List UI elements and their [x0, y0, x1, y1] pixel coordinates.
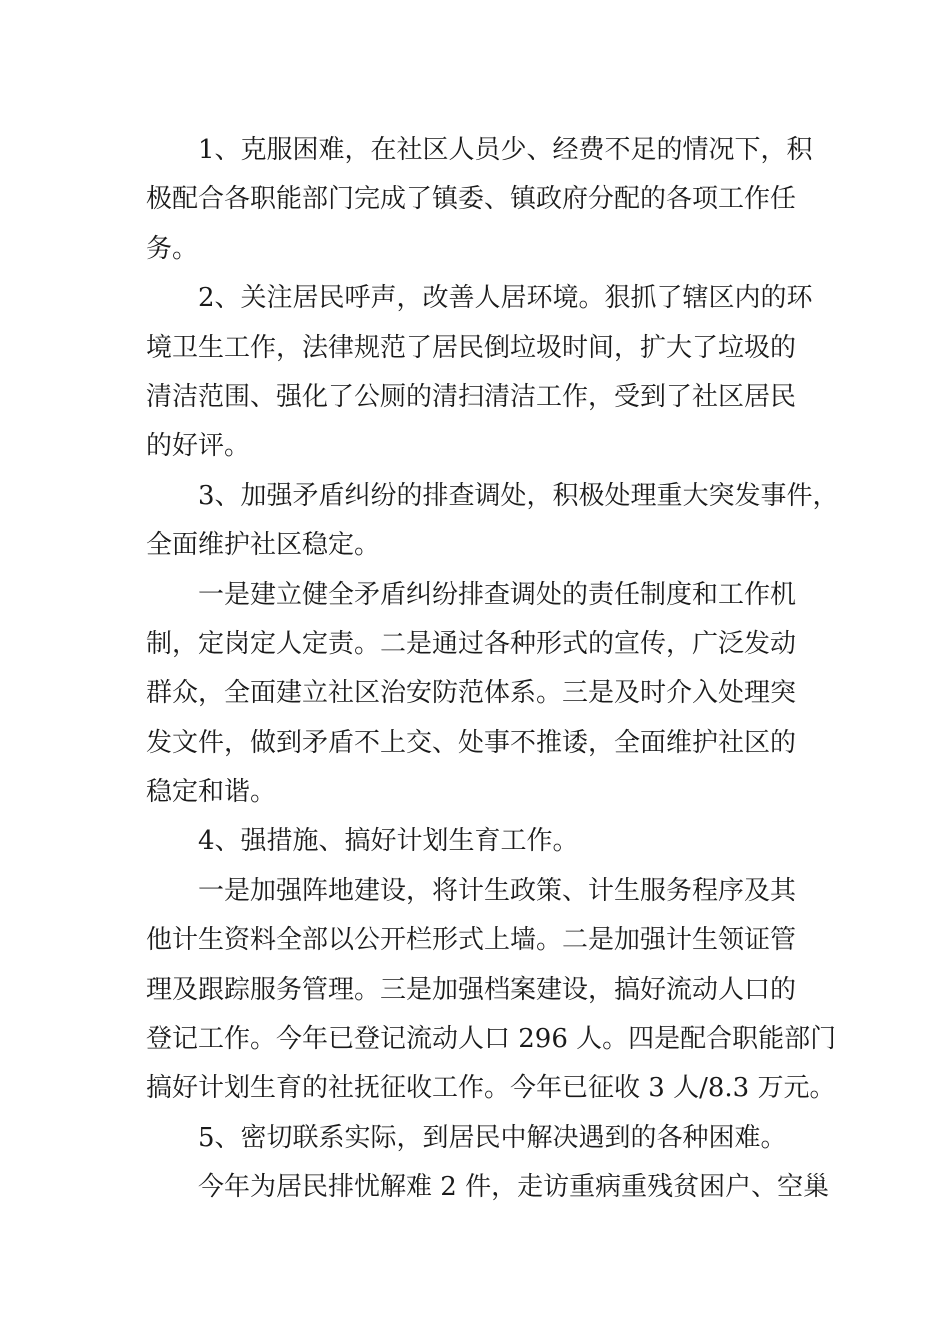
paragraph-4-line-2: 制，定岗定人定责。二是通过各种形式的宣传，广泛发动	[146, 628, 797, 659]
paragraph-4-line-5: 稳定和谐。	[146, 777, 277, 808]
paragraph-8-line-1: 今年为居民排忧解难 2 件，走访重病重残贫困户、空巢	[198, 1172, 830, 1203]
paragraph-1-line-2: 极配合各职能部门完成了镇委、镇政府分配的各项工作任	[146, 184, 797, 215]
paragraph-6-line-3: 理及跟踪服务管理。三是加强档案建设，搞好流动人口的	[146, 974, 797, 1005]
paragraph-3-line-1: 3、加强矛盾纠纷的排查调处，积极处理重大突发事件，	[198, 480, 839, 511]
document-body	[146, 126, 839, 1213]
paragraph-5-line-1: 4、强措施、搞好计划生育工作。	[198, 826, 579, 857]
paragraph-6-line-1: 一是加强阵地建设，将计生政策、计生服务程序及其	[198, 875, 797, 906]
paragraph-4-line-3: 群众，全面建立社区治安防范体系。三是及时介入处理突	[146, 678, 797, 709]
paragraph-4-line-1: 一是建立健全矛盾纠纷排查调处的责任制度和工作机	[198, 579, 797, 610]
paragraph-1-line-1: 1、克服困难，在社区人员少、经费不足的情况下，积	[198, 135, 813, 165]
paragraph-6-line-4: 登记工作。今年已登记流动人口 296 人。四是配合职能部门	[146, 1024, 837, 1055]
paragraph-2-line-1: 2、关注居民呼声，改善人居环境。狠抓了辖区内的环	[198, 283, 813, 314]
paragraph-6-line-5: 搞好计划生育的社抚征收工作。今年已征收 3 人/8.3 万元。	[146, 1073, 836, 1104]
paragraph-2-line-2: 境卫生工作，法律规范了居民倒垃圾时间，扩大了垃圾的	[146, 332, 797, 363]
paragraph-6-line-2: 他计生资料全部以公开栏形式上墙。二是加强计生领证管	[146, 925, 797, 956]
paragraph-4-line-4: 发文件，做到矛盾不上交、处事不推诿，全面维护社区的	[146, 727, 797, 758]
paragraph-1-line-3: 务。	[146, 233, 199, 264]
paragraph-2-line-3: 清洁范围、强化了公厕的清扫清洁工作，受到了社区居民	[146, 381, 797, 412]
paragraph-3-line-2: 全面维护社区稳定。	[146, 530, 381, 561]
paragraph-7-line-1: 5、密切联系实际，到居民中解决遇到的各种困难。	[198, 1122, 787, 1153]
paragraph-2-line-4: 的好评。	[146, 431, 251, 462]
